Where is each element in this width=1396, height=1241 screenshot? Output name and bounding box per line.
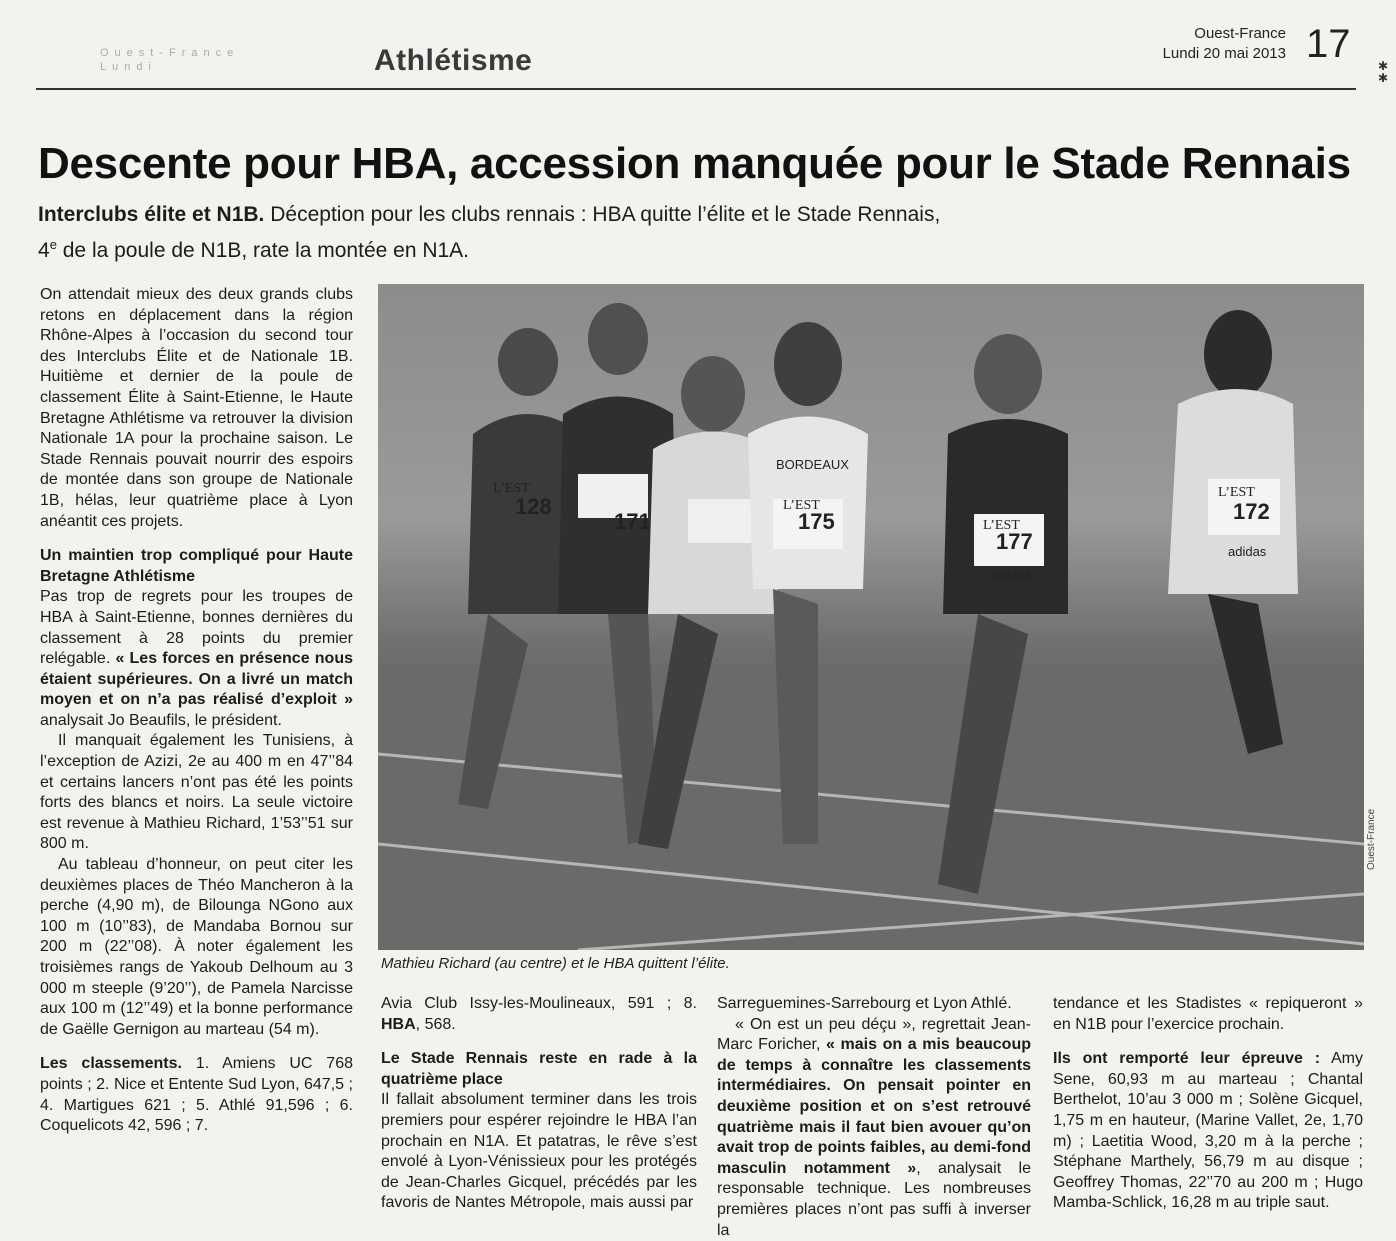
bib-number: 175 xyxy=(798,509,835,534)
bib-number: 128 xyxy=(515,494,552,519)
page-number: 17 xyxy=(1306,22,1351,66)
header-rule xyxy=(36,88,1356,90)
margin-mark: ✱ ✱ xyxy=(1378,59,1389,85)
paragraph-text: Pas trop de regrets pour les troupes de HBA à Saint-Etienne, bonnes dernières du classement à 28 points du premier relégable. xyxy=(40,588,353,668)
standfirst-ordinal: 4 xyxy=(38,239,50,262)
bleed-through-text: Ouest-France Lundi xyxy=(100,47,240,73)
brand-mark: adidas xyxy=(1228,544,1267,559)
paragraph-text: , 568. xyxy=(415,1015,456,1033)
bib-sponsor: L’EST xyxy=(1218,485,1255,500)
masthead xyxy=(1140,24,1286,64)
bib-sponsor: L’EST xyxy=(493,481,530,496)
classement-label: Les classements. xyxy=(40,1055,182,1073)
brand-mark: adidas xyxy=(993,567,1032,582)
paragraph: tendance et les Stadistes « repiqueront » en N1B pour l’exercice prochain. xyxy=(1053,995,1363,1033)
paragraph: Il manquait également les Tunisiens, à l’exception de Azizi, 2e au 400 m en 47’’84 et certains lancers n’ont pas été les points forts des blancs et noirs. La seule victoire est revenue à Mathieu Richard, 1’53’’51 sur 800 m. xyxy=(40,732,353,853)
paragraph-text: analysait Jo Beaufils, le président. xyxy=(40,711,282,729)
paragraph xyxy=(381,994,697,1035)
publication-date: Lundi 20 mai 2013 xyxy=(1162,45,1286,62)
article-column-4 xyxy=(1053,994,1363,1214)
quote: « Les forces en présence nous étaient supérieures. On a livré un match moyen et on n’a pas réalisé d’exploit » xyxy=(40,650,353,709)
bib-sponsor: L’EST xyxy=(983,518,1020,533)
bib-number: 171 xyxy=(614,509,651,534)
photo-credit: Ouest-France xyxy=(1366,808,1377,870)
article-column-2 xyxy=(381,994,697,1214)
track-surface xyxy=(378,664,1364,950)
paragraph xyxy=(1053,1049,1363,1214)
article-column-3 xyxy=(717,994,1031,1241)
headline: Descente pour HBA, accession manquée pour le Stade Rennais xyxy=(38,139,1351,188)
paragraph xyxy=(717,1015,1031,1241)
standfirst xyxy=(38,200,1238,266)
paragraph xyxy=(40,1054,353,1136)
paragraph: On attendait mieux des deux grands clubs retons en déplacement dans la région Rhône-Alpes à l’occasion du second tour des Interclubs Élite et de Nationale 1B. Huitième et dernier de la poule de classement Élite à Saint-Etienne, le Haute Bretagne Athlétisme va retrouver la division Nationale 1A pour la prochaine saison. Le Stade Rennais pouvait nourrir des espoirs de montée dans son groupe de Nationale 1B, hélas, leur quatrième place à Lyon anéantit ces projets. xyxy=(40,286,353,530)
standfirst-lead: Interclubs élite et N1B. xyxy=(38,203,265,226)
paragraph: Au tableau d’honneur, on peut citer les deuxièmes places de Théo Mancheron à la perche (4,90 m), de Bilounga NGono aux 100 m (10’’83), de Mandaba Bornou sur 200 m (22’’08). À noter également les troisièmes rangs de Yakoub Delhoum au 3 000 m steeple (9’20’’), de Pamela Narcisse aux 100 m (12’’49) et la bonne performance de Gaëlle Gernigon au marteau (54 m). xyxy=(40,856,353,1038)
paragraph-text: « On est un peu déçu », regrettait Jean-Marc Foricher, xyxy=(717,1015,1031,1054)
results-label: Ils ont remporté leur épreuve : xyxy=(1053,1050,1321,1068)
race-photo xyxy=(378,284,1364,950)
standfirst-text-1: Déception pour les clubs rennais : HBA quitte l’élite et le Stade Rennais, xyxy=(264,203,941,226)
subheading: Le Stade Rennais reste en rade à la quatrième place xyxy=(381,1050,697,1088)
standfirst-text-2: de la poule de N1B, rate la montée en N1A. xyxy=(56,239,470,262)
bib-number: 177 xyxy=(996,529,1033,554)
publication-name: Ouest-France xyxy=(1194,25,1286,42)
paragraph-text: Amy Sene, 60,93 m au marteau ; Chantal Berthelot, 10’au 3 000 m ; Solène Gicquel, 1,75 m en hauteur, (Marine Vallet, 2e, 1,70 m) ; Laetitia Wood, 3,20 m à la perche ; Stéphane Marthely, 56,79 m au disque ; Geoffrey Thomas, 22’’70 au 200 m ; Hugo Mamba-Schlick, 16,28 m au triple saut. xyxy=(1053,1050,1363,1212)
bib-number: 172 xyxy=(1233,499,1270,524)
section-rubric: Athlétisme xyxy=(374,44,533,77)
paragraph xyxy=(40,587,353,731)
paragraph-text: Avia Club Issy-les-Moulineaux, 591 ; 8. xyxy=(381,995,697,1012)
paragraph: Il fallait absolument terminer dans les trois premiers pour espérer rejoindre le HBA l’an prochain en N1A. Et patatras, le rêve s’est envolé à Lyon-Vénissieux pour les protégés de Jean-Charles Gicquel, précédés par les favoris de Nantes Métropole, mais aussi par xyxy=(381,1091,697,1212)
paragraph-text: 1. Amiens UC 768 points ; 2. Nice et Entente Sud Lyon, 647,5 ; 4. Martigues 621 ; 5. Athlé 91,596 ; 6. Coquelicots 42, 596 ; 7. xyxy=(40,1055,353,1135)
club-name: HBA xyxy=(381,1015,416,1033)
photo-caption: Mathieu Richard (au centre) et le HBA quittent l’élite. xyxy=(381,955,730,972)
paragraph-text: , analysait le responsable technique. Les nombreuses premières places n’ont pas suffi à inverser la xyxy=(717,1159,1031,1239)
standfirst-ordinal-sup: e xyxy=(49,237,57,252)
vest-text: BORDEAUX xyxy=(776,457,849,472)
subheading: Un maintien trop compliqué pour Haute Bretagne Athlétisme xyxy=(40,547,353,585)
bib-sponsor: L’EST xyxy=(783,498,820,513)
paragraph: Sarreguemines-Sarrebourg et Lyon Athlé. xyxy=(717,995,1012,1012)
article-column-1 xyxy=(40,285,353,1137)
quote: « mais on a mis beaucoup de temps à connaître les classements intermédiaires. On pensait pointer en deuxième position et on s’est retrouvé quatrième mais il faut bien avouer qu’on avait trop de points faibles, au demi-fond masculin notamment » xyxy=(717,1036,1032,1177)
